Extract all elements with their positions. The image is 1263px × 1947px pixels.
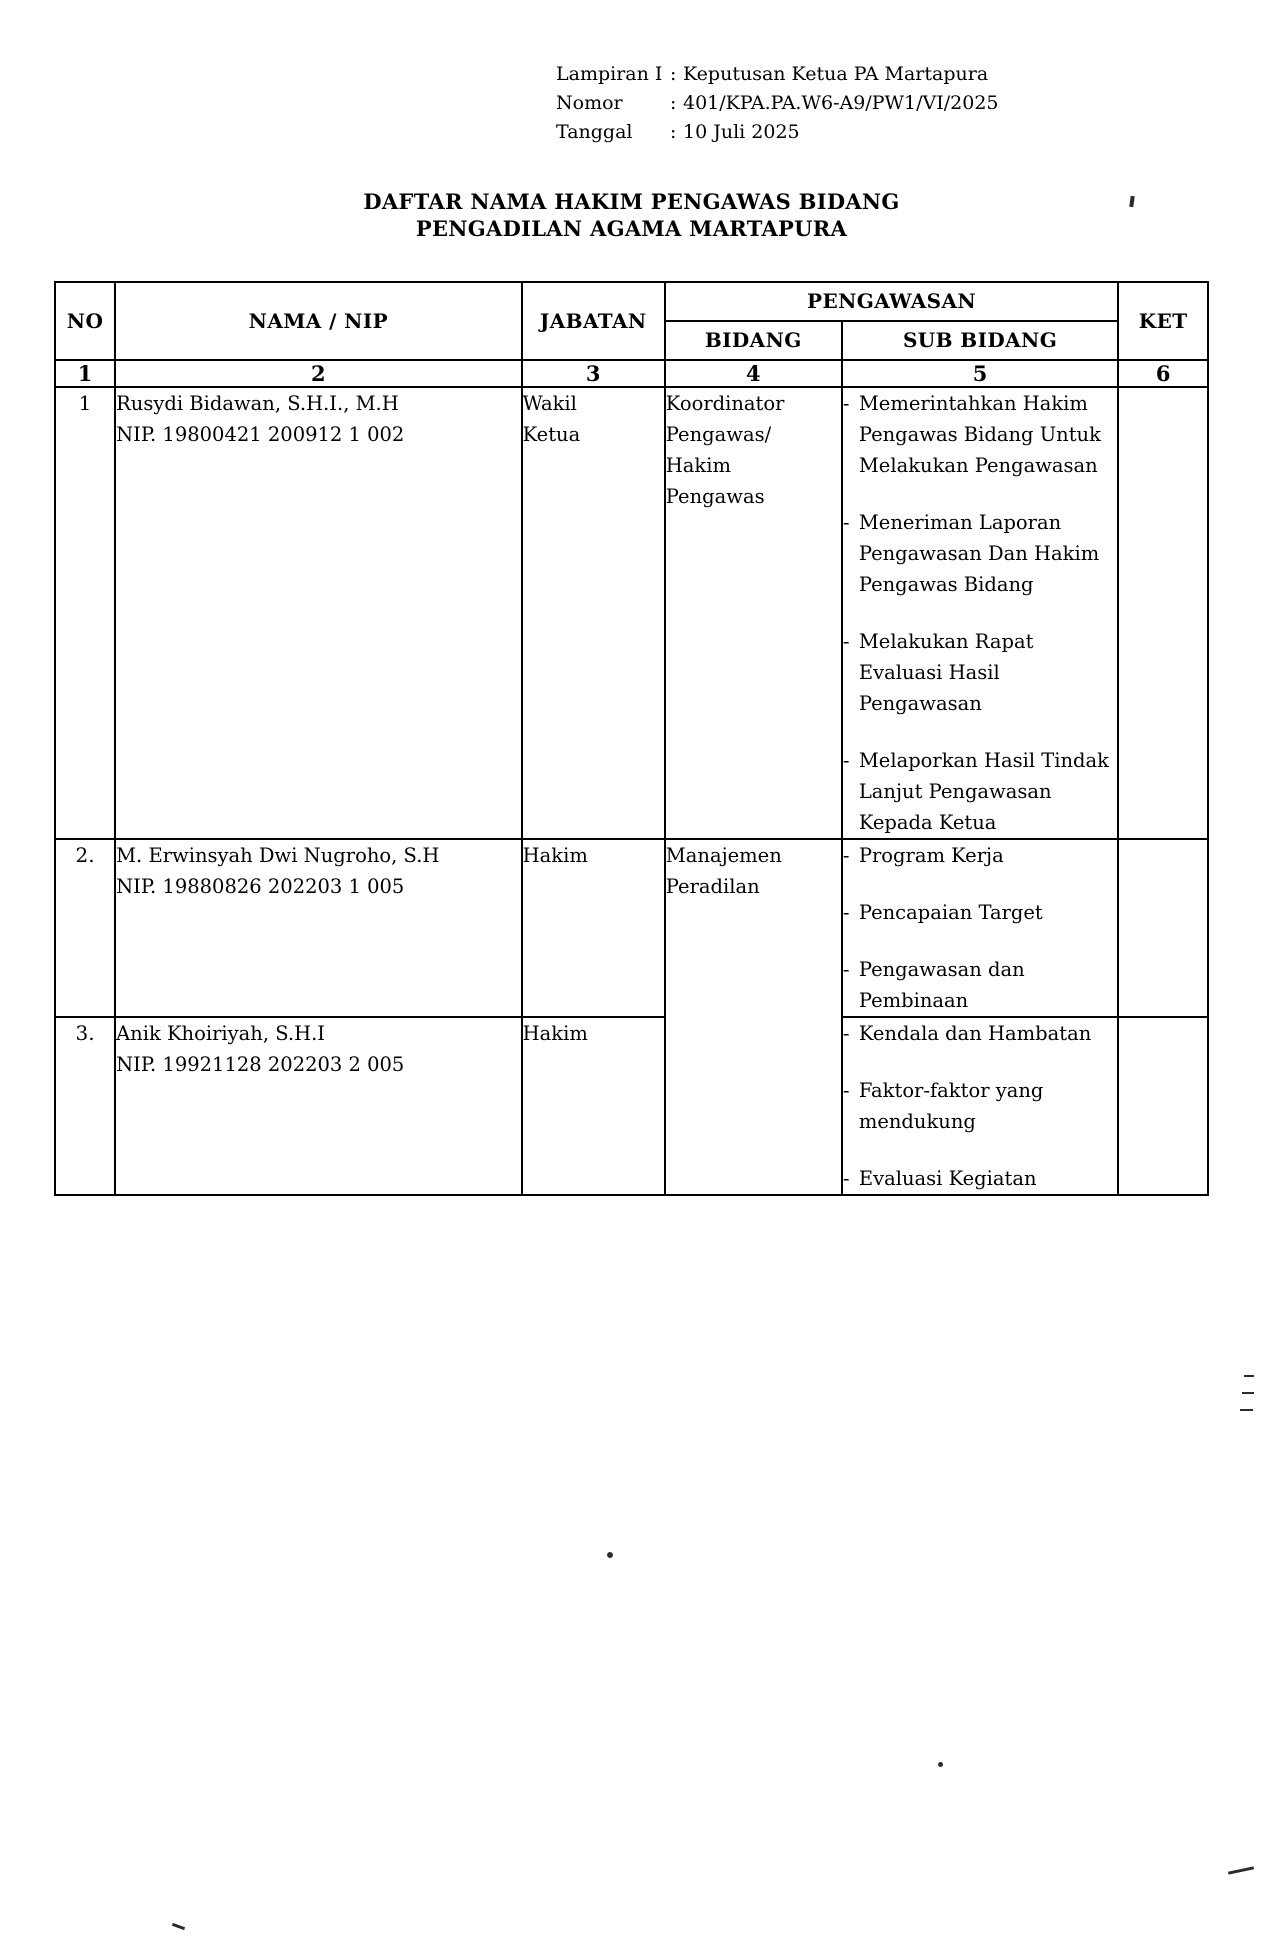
list-item [843,897,1118,928]
header-bidang: BIDANG [665,321,842,360]
row-1-ket [1118,387,1208,839]
colnum-3: 3 [522,360,665,387]
row-1-bidang-line-3: Hakim [665,454,731,477]
letterhead-value-lampiran: Keputusan Ketua PA Martapura [683,63,989,85]
row-2-no: 2. [55,839,115,1017]
list-item [843,626,1118,719]
bullet-dash: - [842,958,850,981]
header-ket: KET [1118,282,1208,360]
bullet-dash: - [842,844,850,867]
scan-artifact-dot [172,1923,185,1930]
row-1-nip: NIP. 19800421 200912 1 002 [116,423,405,446]
row-3-sub-item-2: Faktor-faktor yang mendukung [858,1079,1044,1133]
row-3-nip: NIP. 19921128 202203 2 005 [116,1053,405,1076]
letterhead-label-tanggal: Tanggal [556,121,633,143]
row-3-sub-bidang [842,1017,1119,1195]
row-3-jabatan [522,1017,665,1195]
row-1-bidang-line-4: Pengawas [665,485,765,508]
row-2-nip: NIP. 19880826 202203 1 005 [116,875,405,898]
list-item [843,954,1118,1016]
table-row [55,1017,1208,1195]
row-2-nama-nip [115,839,522,1017]
scan-artifact-dot [607,1552,613,1558]
row-1-bidang-line-1: Koordinator [665,392,785,415]
bullet-dash: - [842,749,850,772]
letterhead-block [556,60,999,147]
row-1-nama: Rusydi Bidawan, S.H.I., M.H [116,392,399,415]
row-2-ket [1118,839,1208,1017]
row-3-no: 3. [55,1017,115,1195]
page-title [0,188,1263,242]
row-2-sub-item-3: Pengawasan dan Pembinaan [858,958,1025,1012]
row-1-no: 1 [55,387,115,839]
row-2-sub-item-2: Pencapaian Target [858,901,1043,924]
bullet-dash: - [842,1079,850,1102]
letterhead-row-lampiran [556,60,999,89]
header-nama-nip: NAMA / NIP [115,282,522,360]
colnum-2: 2 [115,360,522,387]
bullet-dash: - [842,1167,850,1190]
row-3-nama: Anik Khoiriyah, S.H.I [116,1022,326,1045]
letterhead-row-tanggal [556,118,999,147]
hakim-pengawas-table [54,281,1209,1196]
letterhead-label-lampiran: Lampiran I [556,63,663,85]
letterhead-row-nomor [556,89,999,118]
table-row [55,387,1208,839]
row-3-ket [1118,1017,1208,1195]
row-1-sub-item-4: Melaporkan Hasil Tindak Lanjut Pengawasan Kepada Ketua [858,749,1109,834]
page-title-line-2: PENGADILAN AGAMA MARTAPURA [415,216,848,241]
row-1-sub-item-2: Meneriman Laporan Pengawasan Dan Hakim Pengawas Bidang [858,511,1100,596]
list-item [843,388,1118,481]
row-1-sub-bidang [842,387,1119,839]
letterhead-value-tanggal: 10 Juli 2025 [683,121,800,143]
row-2-bidang-line-1: Manajemen [665,844,782,867]
row-2-jabatan-line-1: Hakim [522,844,588,867]
list-item [843,840,1118,871]
row-3-sub-item-3: Evaluasi Kegiatan [858,1167,1037,1190]
scan-artifact-edge-tick [1242,1392,1254,1394]
row-1-sub-item-1: Memerintahkan Hakim Pengawas Bidang Untuk Melakukan Pengawasan [858,392,1101,477]
row-1-jabatan-line-2: Ketua [522,423,581,446]
bullet-dash: - [842,901,850,924]
colnum-6: 6 [1118,360,1208,387]
header-sub-bidang: SUB BIDANG [842,321,1119,360]
list-item [843,1163,1118,1194]
row-3-nama-nip [115,1017,522,1195]
table-column-number-row [55,360,1208,387]
row-2-sub-item-1: Program Kerja [858,844,1004,867]
row-2-nama: M. Erwinsyah Dwi Nugroho, S.H [116,844,440,867]
list-item [843,1075,1118,1137]
row-1-nama-nip [115,387,522,839]
list-item [843,507,1118,600]
bullet-dash: - [842,630,850,653]
list-item [843,1018,1118,1049]
letterhead-value-nomor: 401/KPA.PA.W6-A9/PW1/VI/2025 [683,92,999,114]
row-1-jabatan-line-1: Wakil [522,392,577,415]
row-2-jabatan [522,839,665,1017]
table-header-row-main [55,282,1208,321]
row-1-jabatan [522,387,665,839]
row-3-sub-item-1: Kendala dan Hambatan [858,1022,1092,1045]
bullet-dash: - [842,1022,850,1045]
table-row [55,839,1208,1017]
letterhead-colon-lampiran: : [670,63,677,85]
row-3-jabatan-line-1: Hakim [522,1022,588,1045]
scan-artifact-edge-tick [1240,1409,1253,1411]
bullet-dash: - [842,511,850,534]
letterhead-colon-nomor: : [670,92,677,114]
list-item [843,745,1118,838]
row-1-sub-item-3: Melakukan Rapat Evaluasi Hasil Pengawasan [858,630,1034,715]
scan-artifact-edge-tick [1228,1866,1254,1874]
row-1-bidang [665,387,842,839]
row-1-bidang-line-2: Pengawas/ [665,423,772,446]
colnum-1: 1 [55,360,115,387]
header-jabatan: JABATAN [522,282,665,360]
scan-artifact-dot [938,1762,943,1767]
letterhead-colon-tanggal: : [670,121,677,143]
page-title-line-1: DAFTAR NAMA HAKIM PENGAWAS BIDANG [363,189,900,214]
bullet-dash: - [842,392,850,415]
row-2-sub-bidang [842,839,1119,1017]
header-pengawasan: PENGAWASAN [665,282,1119,321]
colnum-5: 5 [842,360,1119,387]
row-2-3-bidang [665,839,842,1195]
header-no: NO [55,282,115,360]
colnum-4: 4 [665,360,842,387]
row-2-bidang-line-2: Peradilan [665,875,760,898]
letterhead-label-nomor: Nomor [556,92,623,114]
scan-artifact-edge-tick [1244,1375,1254,1377]
